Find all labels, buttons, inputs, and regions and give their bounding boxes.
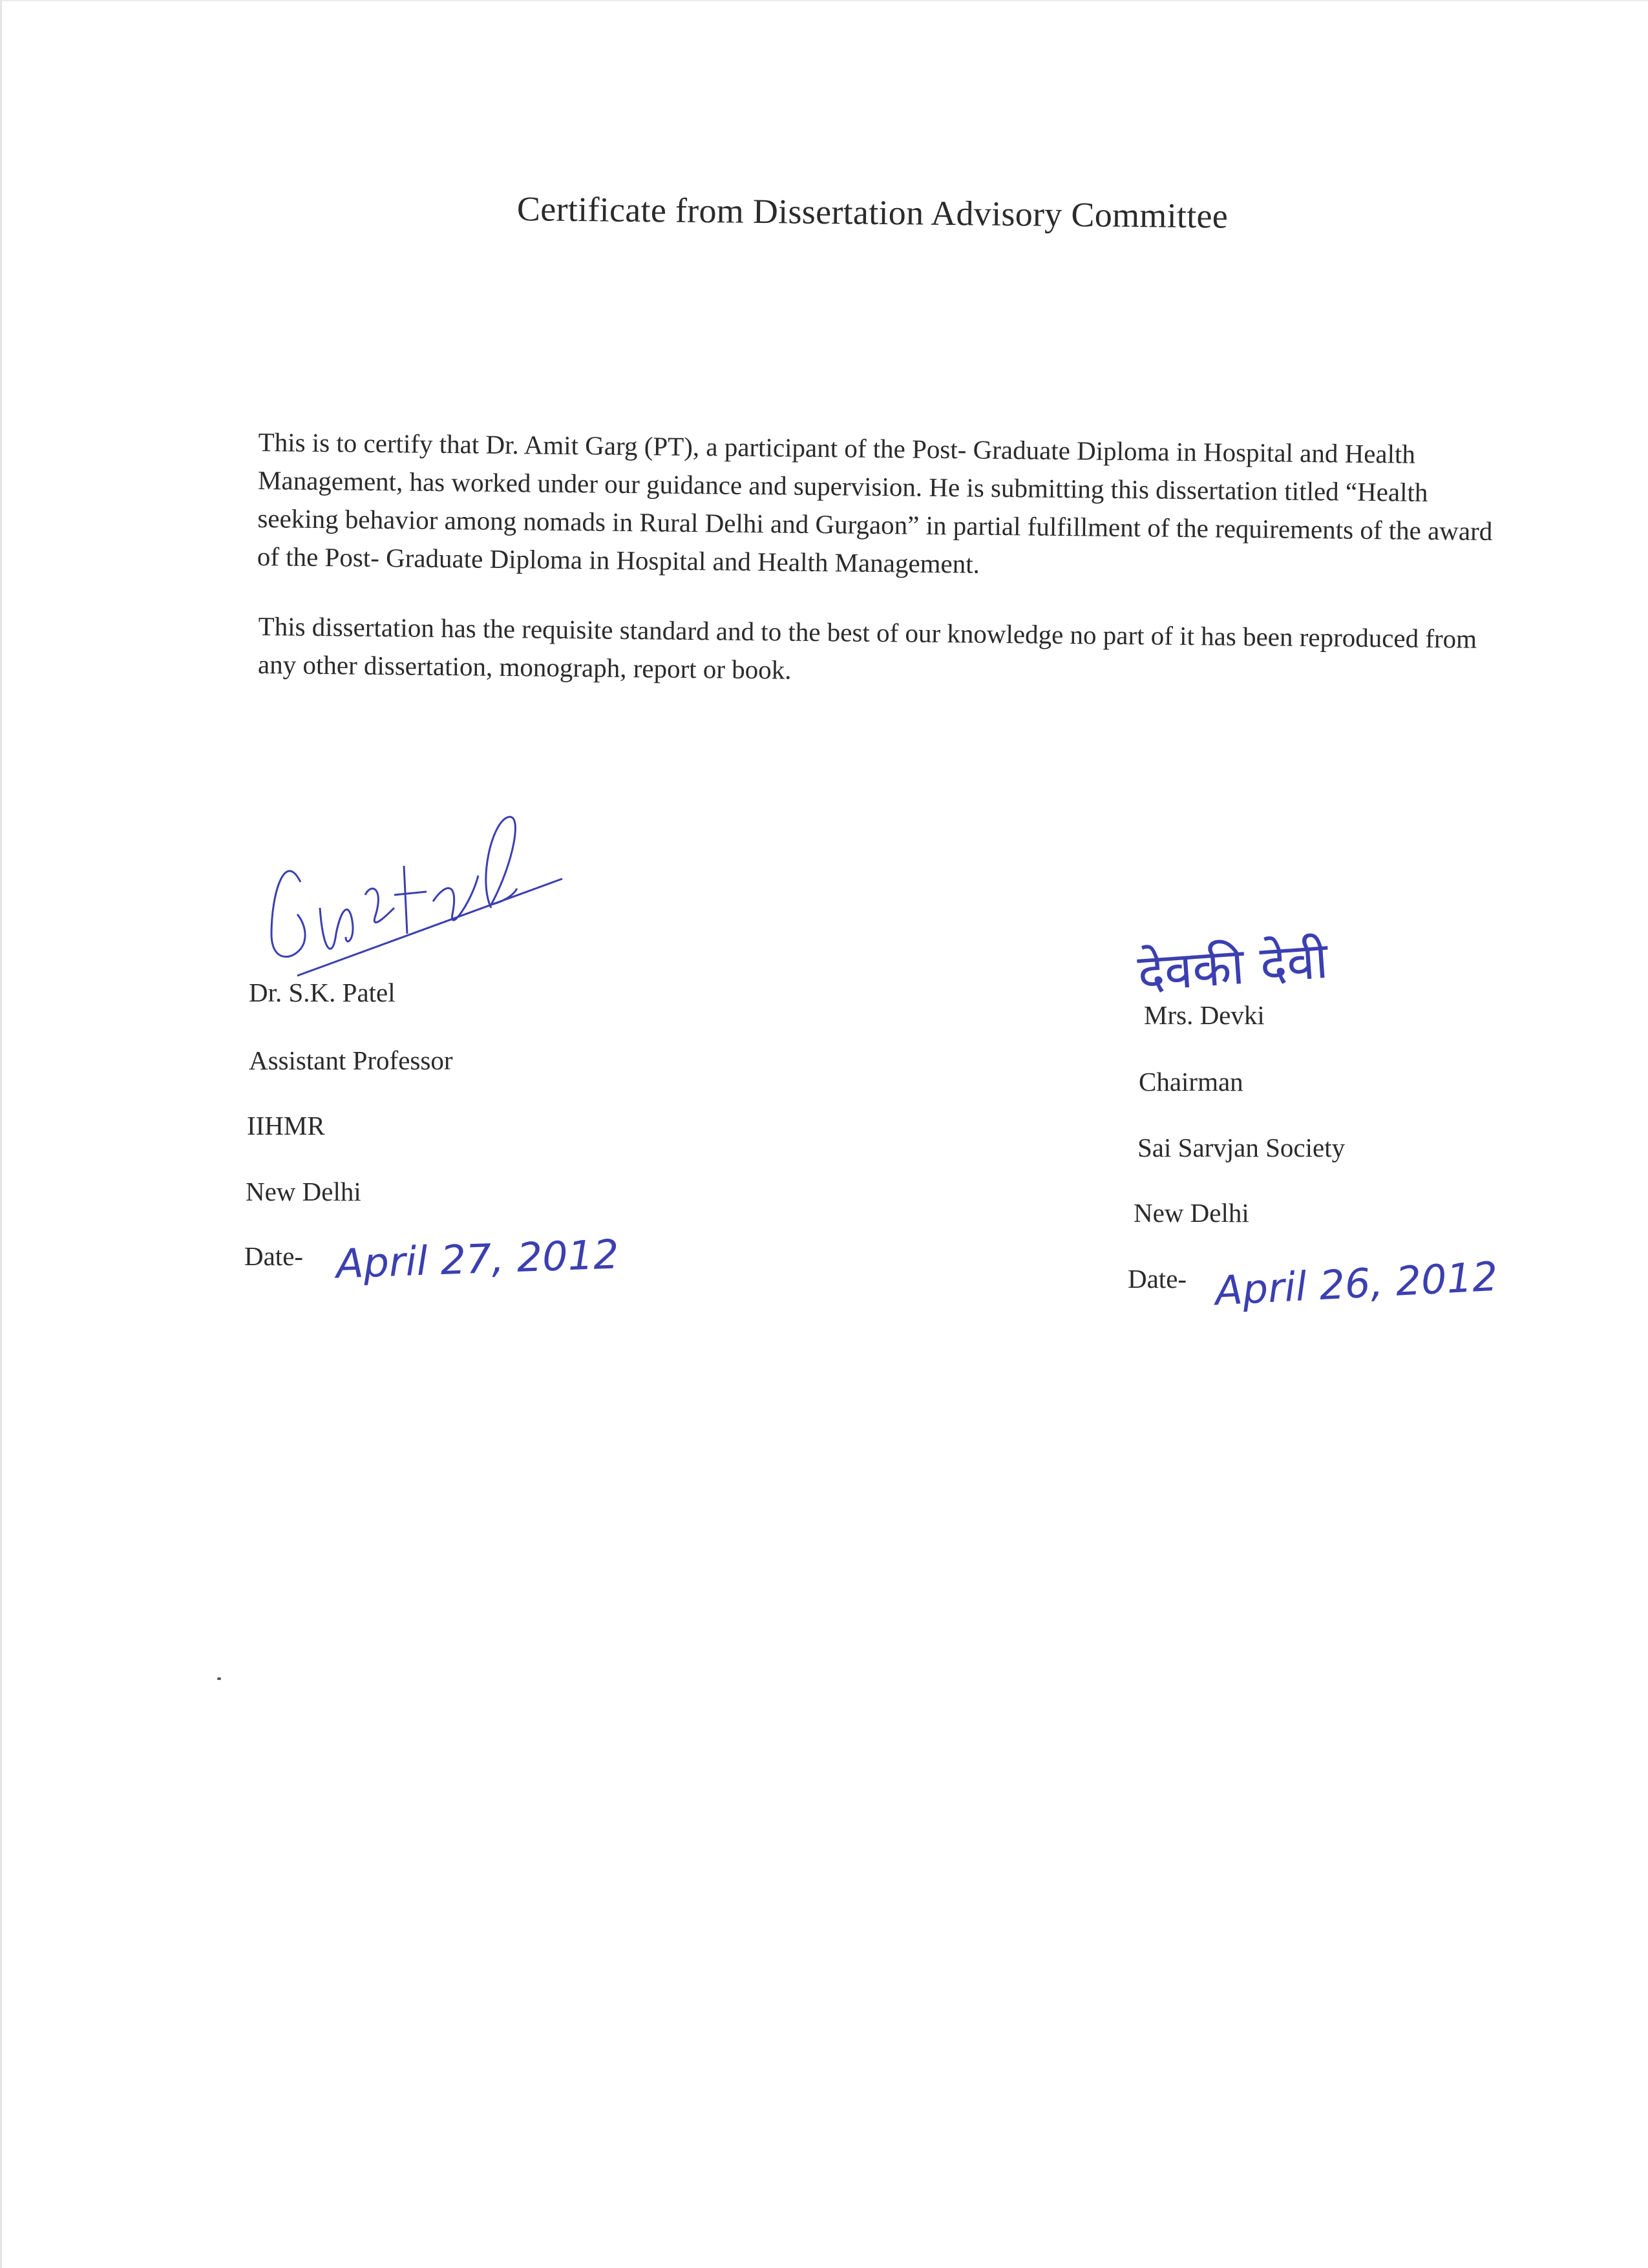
scan-speck — [217, 1677, 221, 1680]
signatory-right-city: New Delhi — [1134, 1198, 1249, 1228]
signatory-right-organization: Sai Sarvjan Society — [1137, 1133, 1346, 1162]
signature-left — [259, 804, 582, 998]
certificate-paragraph-1: This is to certify that Dr. Amit Garg (PT), a participant of the Post- Graduate Diploma in Hospital and Health Management, has worked under our guidance and supervision. He is submitting this dissertation titled “Health seeking behavior among nomads in Rural Delhi and Gurgaon” in partial fulfillment of the requirements of the award of the Post- Graduate Diploma in Hospital and Health Management. — [257, 426, 1493, 579]
signature-right — [1125, 918, 1370, 1008]
signatory-right-date-label: Date- — [1128, 1264, 1187, 1294]
signatory-left-city: New Delhi — [246, 1177, 361, 1206]
signatory-left-date-handwritten: April 27, 2012 — [335, 1230, 620, 1288]
page-title: Certificate from Dissertation Advisory Committee — [516, 189, 1229, 236]
signatory-right-date-handwritten: April 26, 2012 — [1214, 1252, 1499, 1315]
signatory-left-name: Dr. S.K. Patel — [249, 978, 396, 1007]
signatory-left-organization: IIHMR — [247, 1111, 325, 1140]
signatory-right-name: Mrs. Devki — [1144, 1000, 1265, 1030]
signatory-right-designation: Chairman — [1139, 1067, 1243, 1097]
signatory-left-date-label: Date- — [244, 1241, 304, 1271]
signatory-left-designation: Assistant Professor — [249, 1045, 453, 1075]
signature-right-text: देवकी देवी — [1136, 931, 1330, 1003]
certificate-paragraph-2: This dissertation has the requisite standard and to the best of our knowledge no part of it has been reproduced from any other dissertation, monograph, report or book. — [257, 611, 1477, 685]
